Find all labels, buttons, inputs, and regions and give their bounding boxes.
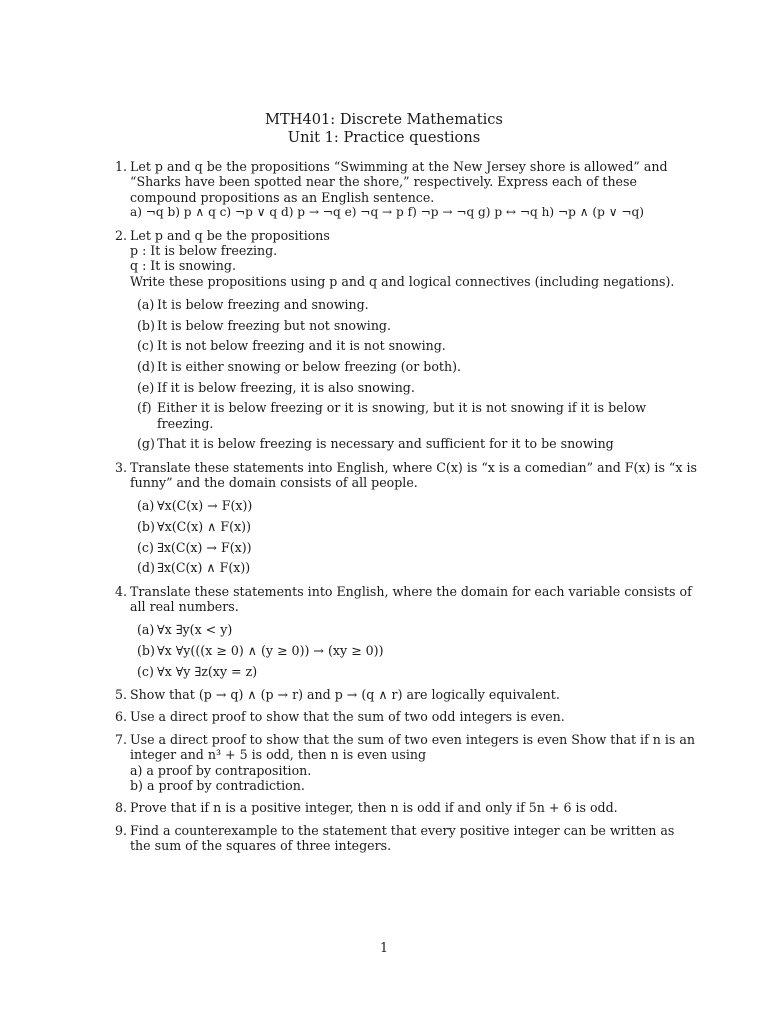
question-text: Prove that if n is a positive integer, then n is odd if and only if 5n + 6 is odd. [130, 800, 618, 816]
question-6 [115, 709, 697, 724]
sub-question [137, 318, 697, 333]
question-number: 7. [115, 731, 128, 747]
course-title: MTH401: Discrete Mathematics [265, 111, 503, 128]
sub-question [137, 338, 697, 353]
sub-question-list [137, 622, 697, 679]
sub-question-list [137, 297, 697, 451]
question-4 [115, 584, 697, 679]
sub-question-label: (b) [137, 643, 155, 659]
sub-question-label: (c) [137, 338, 154, 354]
sub-question [137, 643, 697, 658]
question-1 [115, 159, 697, 221]
question-2 [115, 228, 697, 452]
sub-question [137, 359, 697, 374]
proposition-q: q : It is snowing. [130, 258, 236, 274]
question-8 [115, 800, 697, 815]
sub-question-label: (g) [137, 436, 155, 452]
sub-question-list [137, 498, 697, 575]
sub-question-text: ∀x ∀y(((x ≥ 0) ∧ (y ≥ 0)) → (xy ≥ 0)) [157, 643, 384, 659]
sub-question-label: (f) [137, 400, 152, 416]
question-text: Show that (p → q) ∧ (p → r) and p → (q ∧ r) are logically equivalent. [130, 687, 560, 703]
sub-question-text: It is below freezing and snowing. [157, 297, 369, 313]
question-text: Translate these statements into English, where the domain for each variable consists of all real numbers. [130, 583, 692, 615]
sub-question [137, 380, 697, 395]
sub-question-text: That it is below freezing is necessary and sufficient for it to be snowing [157, 436, 614, 452]
sub-question-text: ∀x(C(x) → F(x)) [157, 498, 253, 514]
question-text: Use a direct proof to show that the sum of two odd integers is even. [130, 709, 565, 725]
proposition-p: p : It is below freezing. [130, 243, 278, 259]
sub-question-text: Either it is below freezing or it is snowing, but it is not snowing if it is below freezing. [157, 400, 647, 431]
sub-question [137, 297, 697, 312]
sub-question [137, 664, 697, 679]
question-list [115, 159, 697, 861]
sub-question-label: (b) [137, 317, 155, 333]
sub-question-text: ∀x ∀y ∃z(xy = z) [157, 663, 258, 679]
question-options: a) ¬q b) p ∧ q c) ¬p ∨ q d) p → ¬q e) ¬q → p f) ¬p → ¬q g) p ↔ ¬q h) ¬p ∧ (p ∨ ¬q) [130, 205, 644, 220]
question-number: 8. [115, 800, 128, 816]
proof-method-b: b) a proof by contradiction. [130, 778, 305, 794]
sub-question [137, 436, 697, 451]
sub-question-label: (a) [137, 297, 155, 313]
question-number: 5. [115, 687, 128, 703]
sub-question [137, 622, 697, 637]
sub-question [137, 498, 697, 513]
sub-question [137, 519, 697, 534]
sub-question-label: (d) [137, 560, 155, 576]
question-text: Let p and q be the propositions “Swimming at the New Jersey shore is allowed” and “Sharks have been spotted near the shore,” respectively. Express each of these compound propositions as an English sentence. [130, 159, 668, 205]
sub-question-text: ∀x ∃y(x < y) [157, 622, 233, 638]
sub-question [137, 540, 697, 555]
sub-question-text: ∀x(C(x) ∧ F(x)) [157, 519, 251, 535]
question-number: 9. [115, 822, 128, 838]
sub-question-label: (b) [137, 519, 155, 535]
sub-question-text: It is below freezing but not snowing. [157, 317, 391, 333]
question-text: Find a counterexample to the statement that every positive integer can be written as the sum of the squares of three integers. [130, 822, 675, 854]
sub-question-text: ∃x(C(x) ∧ F(x)) [157, 560, 251, 576]
sub-question-label: (a) [137, 498, 155, 514]
sub-question-text: It is not below freezing and it is not snowing. [157, 338, 446, 354]
question-text: Use a direct proof to show that the sum of two even integers is even Show that if n is an integer and n³ + 5 is odd, then n is even using [130, 731, 695, 763]
sub-question [137, 560, 697, 575]
question-instruction: Write these propositions using p and q and logical connectives (including negations). [130, 273, 675, 289]
sub-question [137, 400, 697, 431]
question-9 [115, 823, 697, 854]
question-number: 4. [115, 583, 128, 599]
proof-method-a: a) a proof by contraposition. [130, 762, 312, 778]
sub-question-text: It is either snowing or below freezing (or both). [157, 359, 461, 375]
sub-question-label: (d) [137, 359, 155, 375]
sub-question-label: (c) [137, 539, 154, 555]
unit-title: Unit 1: Practice questions [287, 129, 481, 146]
sub-question-label: (e) [137, 379, 155, 395]
sub-question-text: If it is below freezing, it is also snowing. [157, 379, 415, 395]
question-number: 3. [115, 459, 128, 475]
question-text: Let p and q be the propositions [130, 227, 330, 243]
document-title [0, 111, 768, 147]
sub-question-text: ∃x(C(x) → F(x)) [157, 539, 252, 555]
question-3 [115, 460, 697, 576]
question-7 [115, 732, 697, 794]
sub-question-label: (c) [137, 663, 154, 679]
question-number: 1. [115, 159, 128, 174]
sub-question-label: (a) [137, 622, 155, 638]
question-5 [115, 687, 697, 702]
question-number: 6. [115, 709, 128, 725]
page-number: 1 [379, 940, 388, 955]
question-text: Translate these statements into English, where C(x) is “x is a comedian” and F(x) is “x is funny” and the domain consists of all people. [130, 459, 697, 491]
question-number: 2. [115, 227, 128, 243]
